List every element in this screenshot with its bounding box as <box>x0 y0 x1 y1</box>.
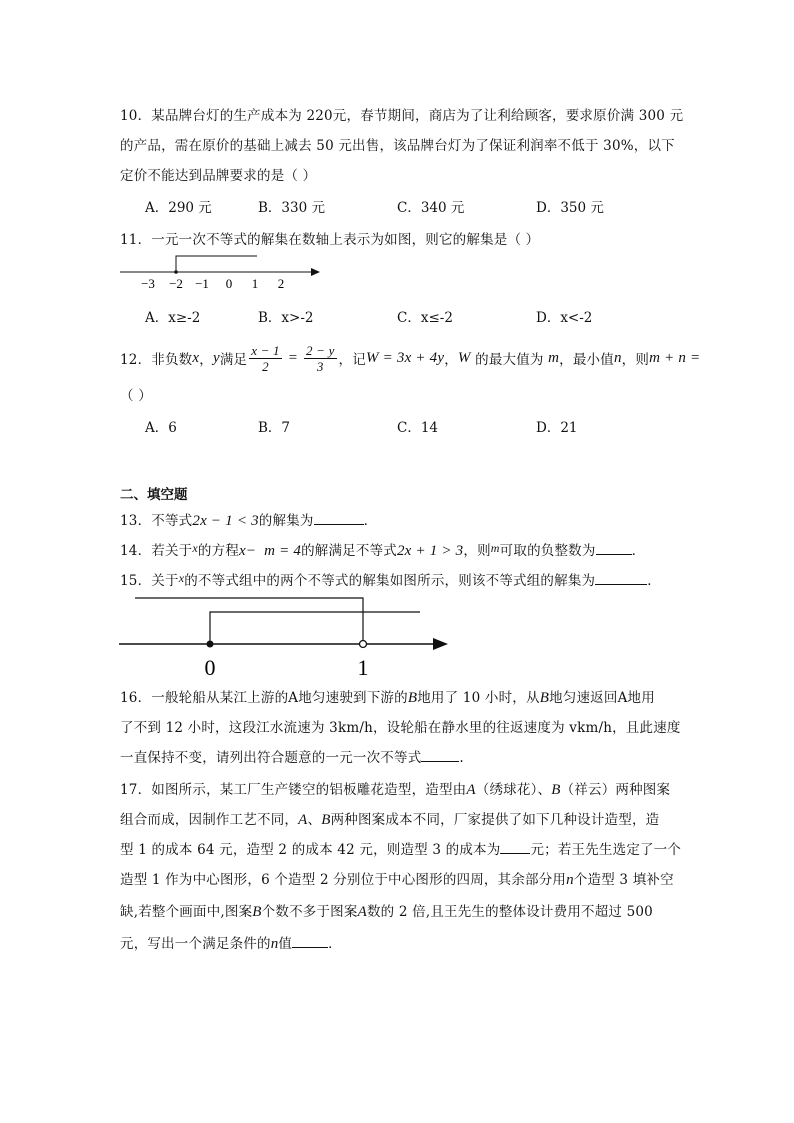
q15-var-x: x <box>178 571 185 585</box>
q16-text: . <box>459 750 464 766</box>
q17-line-3 <box>120 838 681 858</box>
q16-text: 一直保持不变，请列出符合题意的一元一次不等式 <box>120 750 422 766</box>
q13-text: 的解集为 <box>258 513 314 529</box>
q16-text: 地匀速返回 <box>549 690 618 706</box>
q12-mn-expression: m + n = <box>649 349 701 366</box>
q12-var-m: m <box>548 349 560 366</box>
q15-question <box>120 569 661 589</box>
q12-text: ，最小值 <box>559 352 614 368</box>
q11-option-b: B．x>-2 <box>258 310 314 326</box>
q14-text: 的方程 <box>197 543 240 559</box>
q10-option-b: B．330 元 <box>258 200 325 216</box>
q15-text: ． <box>647 573 661 589</box>
fraction-numerator: x − 1 <box>251 342 280 358</box>
q11-tick-label: 0 <box>225 276 233 291</box>
q15-text: 15．关于 <box>120 573 179 589</box>
q10-line-2: 的产品，需在原价的基础上减去 50 元出售，该品牌台灯为了保证利润率不低于 30%，以下 <box>120 138 675 154</box>
q10-option-a: A．290 元 <box>145 200 212 216</box>
q12-equals: = <box>283 349 302 366</box>
q14-text: ． <box>631 543 646 559</box>
q17-text: 值 <box>278 936 293 952</box>
q14-var-m: m <box>490 541 500 555</box>
q12-fraction-2 <box>304 343 337 374</box>
q12-var-x: x <box>192 349 200 366</box>
q11-tick-label: −1 <box>195 276 209 291</box>
q14-answer-blank[interactable] <box>596 540 632 555</box>
fraction-numerator: 2 − y <box>306 342 335 358</box>
q15-tick-label: 0 <box>204 655 216 680</box>
fraction-denominator: 3 <box>316 358 324 374</box>
q17-line-5 <box>120 900 653 921</box>
q14-question <box>120 539 645 560</box>
q15-lower-bracket <box>210 612 420 642</box>
q16-text: 地用了 10 小时，从 <box>417 690 540 706</box>
q17-text: 组合而成，因制作工艺不同， <box>120 812 299 828</box>
q12-text: ，则 <box>621 352 650 368</box>
q17-pattern-b: B <box>252 904 262 920</box>
q11-endpoint <box>174 270 178 274</box>
q17-text: （祥云）两种图案 <box>560 782 671 798</box>
q16-text: 地用 <box>627 690 655 706</box>
q11-options <box>145 306 705 326</box>
q12-line-2: （ ） <box>120 388 152 404</box>
q11-option-d: D．x<-2 <box>536 310 593 326</box>
q13-text: ． <box>363 513 378 529</box>
q11-tick-label: 1 <box>251 276 259 291</box>
q17-text: 造型 1 作为中心图形，6 个造型 2 分别位于中心图形的四周，其余部分用 <box>120 872 567 888</box>
q16-text: 16．一般轮船从某江上游的 <box>120 690 289 706</box>
q14-var-x: x <box>192 541 198 555</box>
q17-text: 元，写出一个满足条件的 <box>120 936 271 952</box>
q17-text: 缺,若整个画面中,图案 <box>120 904 253 920</box>
q12-text: 12．非负数 <box>120 352 193 368</box>
q11-option-c: C．x≤-2 <box>397 310 453 326</box>
q12-text: ， <box>444 352 458 368</box>
q14-text: 14．若关于 <box>120 543 193 559</box>
q17-text: 数的 2 倍,且王先生的整体设计费用不超过 500 <box>366 904 653 920</box>
q16-line-3 <box>120 746 464 766</box>
q16-line-2: 了不到 12 小时，这段江水流速为 3km/h，设轮船在静水里的往返速度为 vkm/h，且此速度 <box>120 720 681 736</box>
q17-text: 17．如图所示，某工厂生产镂空的铝板雕花造型，造型由 <box>120 782 467 798</box>
q11-tick-label: 2 <box>277 276 285 291</box>
q16-point-a: A <box>617 690 628 706</box>
q17-pattern-a: A <box>466 782 476 798</box>
q15-solid-point <box>207 641 214 648</box>
q12-question <box>120 340 700 376</box>
q16-point-b: B <box>407 690 418 706</box>
q12-option-d: D．21 <box>536 420 578 436</box>
q15-axis-arrow <box>433 638 448 650</box>
q15-upper-bracket <box>135 598 363 642</box>
section-title: 二、填空题 <box>120 487 188 503</box>
q16-text: 地匀速驶到下游的 <box>298 690 408 706</box>
q15-open-point <box>360 641 367 648</box>
q17-pattern-a: A <box>298 812 308 828</box>
q14-text: ，则 <box>463 543 491 559</box>
q12-text: 满足 <box>219 352 248 368</box>
q14-text: 的解满足不等式 <box>301 543 397 559</box>
q12-text: ， <box>199 352 213 368</box>
q11-question: 11．一元一次不等式的解集在数轴上表示为如图，则它的解集是（ ） <box>120 232 540 248</box>
q17-text: （绣球花）、 <box>475 782 552 798</box>
q12-options <box>145 416 705 436</box>
q14-equation: x− m = 4 <box>239 543 302 559</box>
q17-var-n: n <box>566 872 574 888</box>
q15-tick-label: 1 <box>357 655 369 680</box>
q17-var-n: n <box>270 936 279 952</box>
q17-text: 、 <box>307 812 322 828</box>
q11-axis-arrow <box>311 268 320 276</box>
q13-expression: 2x − 1 < 3 <box>192 513 259 529</box>
q12-text: 的最大值为 <box>470 352 549 368</box>
q12-option-a: A．6 <box>145 420 177 436</box>
q12-fraction-1 <box>249 343 282 374</box>
q11-tick-label: −2 <box>169 276 183 291</box>
q12-option-b: B．7 <box>258 420 291 436</box>
q17-text: 元；若王先生选定了一个 <box>530 842 682 858</box>
q13-question <box>120 509 377 530</box>
q16-line-1 <box>120 686 655 707</box>
q15-answer-blank[interactable] <box>595 570 647 585</box>
q17-pattern-b: B <box>321 812 331 828</box>
q11-solution-bracket <box>176 256 257 272</box>
q12-var-w: W <box>457 349 471 366</box>
q17-text: 两种图案成本不同，厂家提供了如下几种设计造型，造 <box>330 812 660 828</box>
q12-var-n: n <box>613 349 622 366</box>
q10-line-3: 定价不能达到品牌要求的是（ ） <box>120 168 317 184</box>
q12-option-c: C．14 <box>397 420 439 436</box>
q12-var-y: y <box>212 349 220 366</box>
q11-option-a: A．x≥-2 <box>145 310 201 326</box>
q10-option-d: D．350 元 <box>536 200 604 216</box>
q11-tick-label: −3 <box>141 276 155 291</box>
q16-answer-blank[interactable] <box>421 747 459 762</box>
q13-answer-blank[interactable] <box>314 510 364 525</box>
fraction-denominator: 2 <box>262 358 269 374</box>
q13-text: 13．不等式 <box>120 513 193 529</box>
q12-text: ，记 <box>338 352 366 368</box>
q10-line-1: 10．某品牌台灯的生产成本为 220元，春节期间，商店为了让利给顾客，要求原价满 300 元 <box>120 108 684 124</box>
q17-text: 个造型 3 填补空 <box>573 872 674 888</box>
q17-text: 型 1 的成本 64 元，造型 2 的成本 42 元，则造型 3 的成本为 <box>120 842 501 858</box>
q16-point-b: B <box>539 690 550 706</box>
q14-text: 可取的负整数为 <box>499 543 596 559</box>
q16-point-a: A <box>288 690 299 706</box>
q17-pattern-b: B <box>551 782 561 798</box>
q15-number-line <box>115 590 455 680</box>
q17-text: 个数不多于图案 <box>261 904 358 920</box>
q10-option-c: C．340 元 <box>397 200 465 216</box>
q17-line-6 <box>120 932 342 953</box>
q17-line-1 <box>120 778 670 799</box>
q14-inequality: 2x + 1 > 3 <box>396 543 464 559</box>
q17-line-4 <box>120 868 674 889</box>
q17-line-2 <box>120 808 659 829</box>
q17-text: ． <box>328 936 342 952</box>
q10-options <box>145 196 705 216</box>
q17-cost-blank[interactable] <box>500 839 530 854</box>
q12-w-expression: W = 3x + 4y <box>365 349 445 366</box>
q17-pattern-a: A <box>357 904 367 920</box>
q15-text: 的不等式组中的两个不等式的解集如图所示，则该不等式组的解集为 <box>184 573 596 589</box>
q17-n-blank[interactable] <box>292 933 328 948</box>
q11-number-line <box>115 248 325 292</box>
